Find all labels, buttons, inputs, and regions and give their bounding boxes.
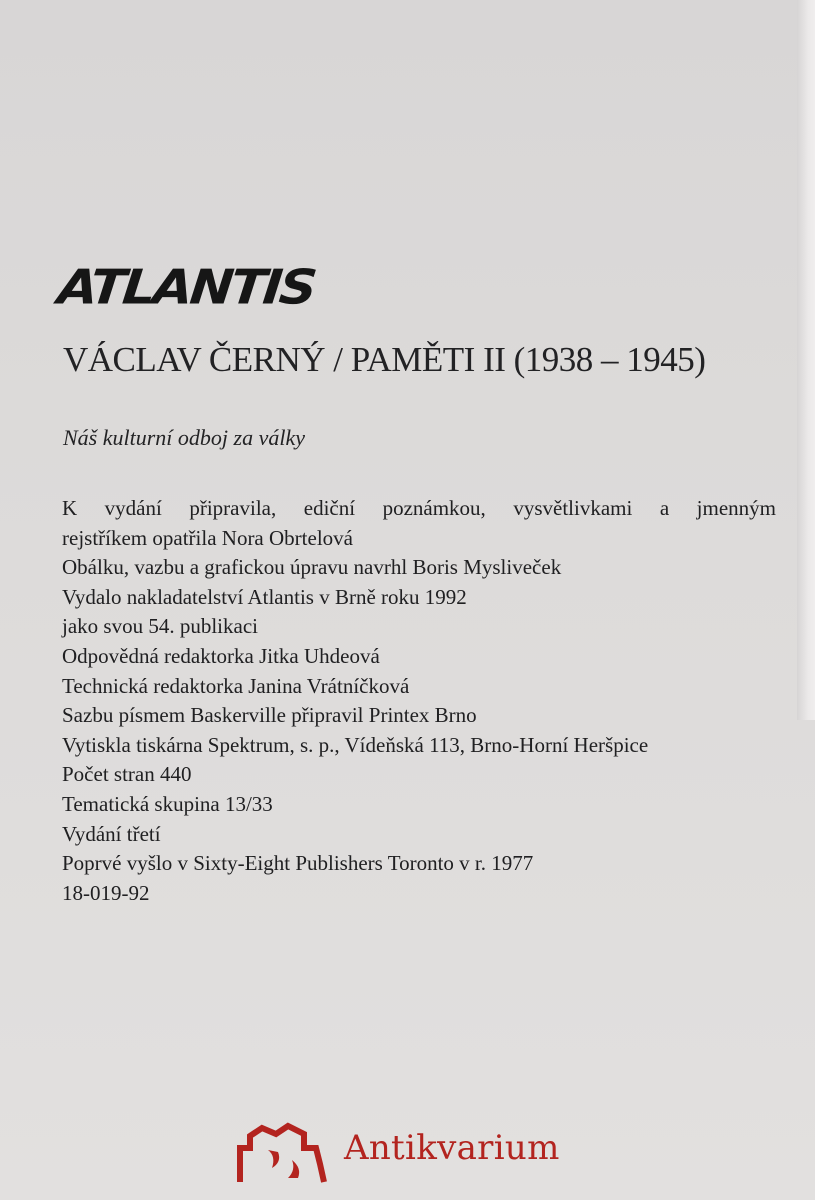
book-subtitle: Náš kulturní odboj za války	[63, 425, 305, 450]
colophon-edited-by-line1: K vydání připravila, ediční poznámkou, vysvětlivkami a jmenným	[62, 496, 776, 520]
colophon-technical-editor: Technická redaktorka Janina Vrátníčková	[62, 673, 410, 698]
colophon-responsible-editor: Odpovědná redaktorka Jitka Uhdeová	[62, 643, 380, 668]
antikvarium-watermark	[232, 1108, 592, 1188]
book-title: VÁCLAV ČERNÝ / PAMĚTI II (1938 – 1945)	[63, 340, 706, 379]
colophon-page-count: Počet stran 440	[62, 762, 192, 787]
colophon-cover-design: Obálku, vazbu a grafickou úpravu navrhl Boris Mysliveček	[62, 555, 562, 580]
colophon-typesetting: Sazbu písmem Baskerville připravil Printex Brno	[62, 703, 477, 728]
colophon-first-published: Poprvé vyšlo v Sixty-Eight Publishers Toronto v r. 1977	[62, 851, 534, 876]
colophon-published-by: Vydalo nakladatelství Atlantis v Brně roku 1992	[62, 584, 467, 609]
colophon-code: 18-019-92	[62, 880, 150, 905]
antikvarium-watermark-text: Antikvarium	[344, 1128, 560, 1168]
page-edge	[797, 0, 815, 720]
colophon	[62, 494, 776, 908]
colophon-publication-number: jako svou 54. publikaci	[62, 614, 258, 639]
castle-ruin-logo-icon	[232, 1112, 332, 1191]
colophon-thematic-group: Tematická skupina 13/33	[62, 791, 273, 816]
colophon-edited-by-line2: rejstříkem opatřila Nora Obrtelová	[62, 525, 353, 550]
publisher-logo: ATLANTIS	[55, 260, 317, 316]
colophon-edition: Vydání třetí	[62, 821, 161, 846]
colophon-printing: Vytiskla tiskárna Spektrum, s. p., Vídeňská 113, Brno-Horní Heršpice	[62, 732, 649, 757]
